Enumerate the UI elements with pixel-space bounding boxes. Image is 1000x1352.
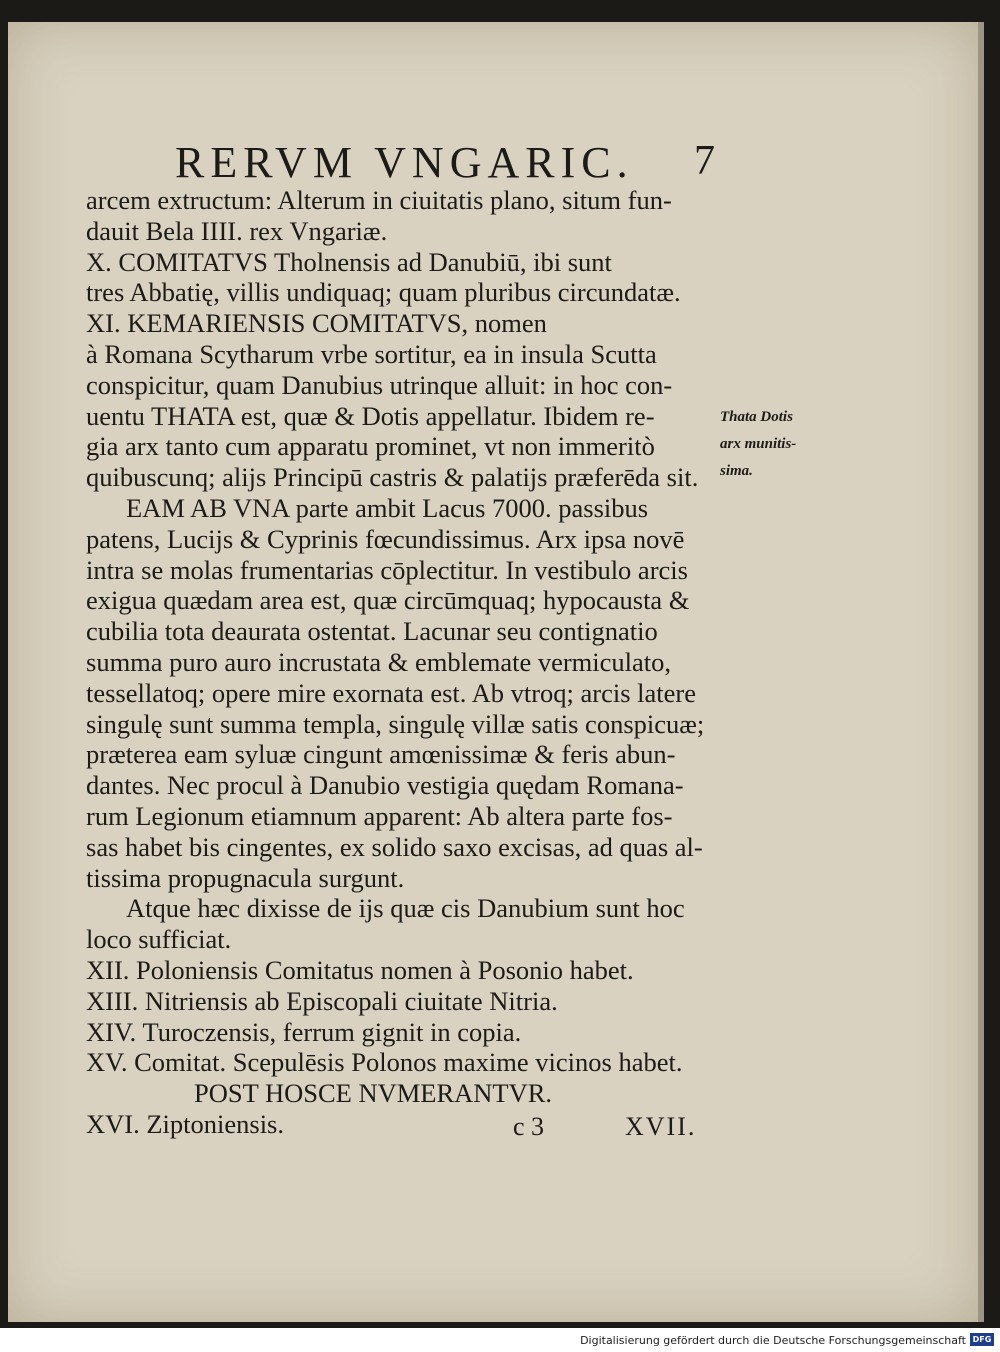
text-line: Atque hæc dixisse de ijs quæ cis Danubium sunt hoc [126, 893, 685, 924]
text-line: intra se molas frumentarias cōplectitur. In vestibulo arcis [86, 554, 688, 585]
text-line: quibuscunq; alijs Principū castris & palatijs præferēda sit. [86, 462, 699, 493]
margin-note-line: arx munitis- [720, 436, 797, 452]
dfg-logo-icon: DFG [970, 1333, 994, 1346]
page-number: 7 [694, 138, 715, 184]
text-line: dantes. Nec procul à Danubio vestigia quędam Romana- [86, 770, 684, 801]
section-heading: POST HOSCE NVMERANTVR. [194, 1078, 553, 1109]
text-line: XVI. Ziptoniensis. [86, 1108, 284, 1139]
text-line: XII. Poloniensis Comitatus nomen à Posonio habet. [86, 954, 634, 985]
text-line: XIV. Turoczensis, ferrum gignit in copia. [86, 1016, 522, 1047]
text-line: patens, Lucijs & Cyprinis fœcundissimus. Arx ipsa novē [86, 523, 685, 554]
signature-line [86, 1112, 726, 1142]
margin-note-line: Thata Dotis [720, 409, 793, 425]
text-line: singulę sunt summa templa, singulę villæ satis conspicuæ; [86, 708, 705, 739]
running-title: RERVM VNGARIC. [175, 138, 634, 187]
text-line: conspicitur, quam Danubius utrinque alluit: in hoc con- [86, 369, 673, 400]
text-line: uentu THATA est, quæ & Dotis appellatur. Ibidem re- [86, 400, 655, 431]
text-line: loco sufficiat. [86, 924, 232, 955]
text-line: summa puro auro incrustata & emblemate vermiculato, [86, 646, 672, 677]
text-line: dauit Bela IIII. rex Vngariæ. [86, 215, 388, 246]
body-text [86, 185, 726, 1140]
text-line: X. COMITATVS Tholnensis ad Danubiū, ibi sunt [86, 246, 612, 277]
text-line: cubilia tota deaurata ostentat. Lacunar seu contignatio [86, 616, 658, 647]
text-line: gia arx tanto cum apparatu prominet, vt non immeritò [86, 431, 655, 462]
text-line: tissima propugnacula surgunt. [86, 862, 405, 893]
footer-credit: Digitalisierung gefördert durch die Deutsche Forschungsgemeinschaft [580, 1334, 966, 1347]
margin-note [720, 404, 830, 485]
signature-mark: c 3 [513, 1112, 545, 1141]
text-line: tessellatoq; opere mire exornata est. Ab vtroq; arcis latere [86, 677, 697, 708]
text-line: præterea eam syluæ cingunt amœnissimæ & feris abun- [86, 739, 676, 770]
text-line: EAM AB VNA parte ambit Lacus 7000. passibus [126, 492, 649, 523]
text-line: tres Abbatię, villis undiquaq; quam pluribus circundatæ. [86, 277, 681, 308]
text-line: à Romana Scytharum vrbe sortitur, ea in insula Scutta [86, 338, 657, 369]
text-line: sas habet bis cingentes, ex solido saxo excisas, ad quas al- [86, 831, 703, 862]
catchword: XVII. [625, 1112, 697, 1141]
text-line: rum Legionum etiamnum apparent: Ab altera parte fos- [86, 800, 673, 831]
text-line: XI. KEMARIENSIS COMITATVS, nomen [86, 308, 547, 339]
text-line: XIII. Nitriensis ab Episcopali ciuitate Nitria. [86, 985, 558, 1016]
text-line: arcem extructum: Alterum in ciuitatis plano, situm fun- [86, 185, 672, 215]
page-header [175, 137, 715, 187]
margin-note-line: sima. [720, 463, 753, 479]
text-line: exigua quædam area est, quæ circūmquaq; hypocausta & [86, 585, 690, 616]
footer-bar [0, 1328, 1000, 1352]
text-line: XV. Comitat. Scepulēsis Polonos maxime vicinos habet. [86, 1047, 683, 1078]
